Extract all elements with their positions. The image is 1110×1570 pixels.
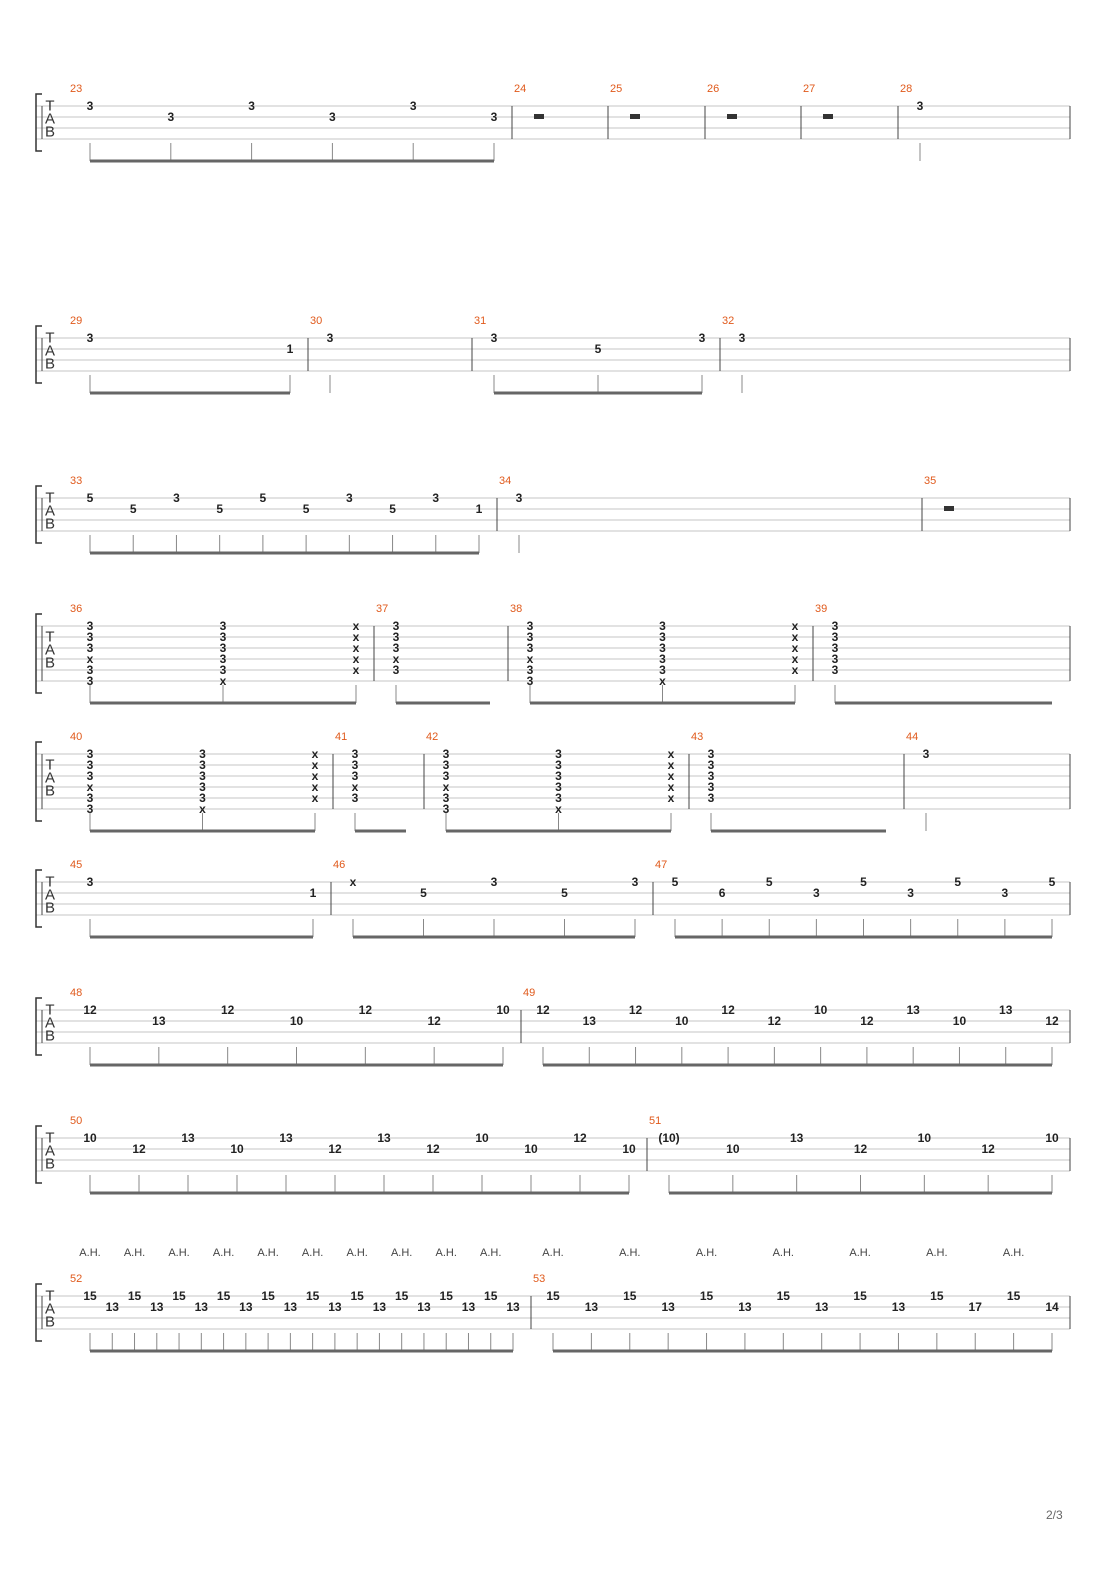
fret-number: 3 xyxy=(219,630,227,644)
fret-number: 10 xyxy=(726,1142,740,1156)
fret-number: 3 xyxy=(442,791,450,805)
fret-number: 12 xyxy=(981,1142,995,1156)
tab-clef-letter: B xyxy=(44,515,56,533)
fret-number: x xyxy=(791,652,799,666)
fret-number: 13 xyxy=(417,1300,431,1314)
fret-number: x xyxy=(352,619,360,633)
harmonic-label: A.H. xyxy=(79,1247,101,1259)
fret-number: x xyxy=(86,652,94,666)
fret-number: 3 xyxy=(86,791,94,805)
fret-number: 5 xyxy=(671,875,679,889)
measure-number: 53 xyxy=(533,1273,546,1285)
fret-number: 13 xyxy=(891,1300,906,1314)
fret-number: 13 xyxy=(105,1300,119,1314)
fret-number: 10 xyxy=(475,1131,489,1145)
fret-number: 3 xyxy=(351,747,359,761)
system-bracket xyxy=(36,1284,42,1341)
harmonic-label: A.H. xyxy=(480,1247,502,1259)
tab-clef-letter: A xyxy=(44,886,56,904)
fret-number: 10 xyxy=(952,1014,967,1028)
measure-number: 32 xyxy=(722,315,735,327)
fret-number: x xyxy=(311,780,319,794)
tab-clef-letter: T xyxy=(45,628,55,646)
tab-clef-letter: B xyxy=(44,1027,56,1045)
fret-number: 3 xyxy=(219,663,227,677)
fret-number: 3 xyxy=(526,663,534,677)
measure-number: 43 xyxy=(691,731,704,743)
fret-number: 3 xyxy=(409,99,417,113)
tab-clef-letter: A xyxy=(44,769,56,787)
measure-number: 50 xyxy=(70,1115,83,1127)
fret-number: 3 xyxy=(351,769,359,783)
fret-number: 3 xyxy=(922,747,930,761)
fret-number: 13 xyxy=(738,1300,752,1314)
fret-number: 12 xyxy=(220,1003,235,1017)
fret-number: 3 xyxy=(1001,886,1009,900)
tab-clef-letter: B xyxy=(44,1313,56,1331)
harmonic-label: A.H. xyxy=(257,1247,279,1259)
fret-number: 3 xyxy=(86,641,94,655)
fret-number: 13 xyxy=(152,1014,166,1028)
fret-number: 3 xyxy=(167,110,175,124)
fret-number: 5 xyxy=(216,502,224,516)
fret-number: 1 xyxy=(309,886,317,900)
fret-number: 15 xyxy=(127,1289,142,1303)
system-bracket xyxy=(36,486,42,543)
measure-number: 48 xyxy=(70,987,83,999)
fret-number: 3 xyxy=(490,110,498,124)
fret-number: 15 xyxy=(484,1289,498,1303)
fret-number: 13 xyxy=(906,1003,920,1017)
fret-number: 3 xyxy=(219,652,227,666)
fret-number: x xyxy=(526,652,534,666)
measure-number: 30 xyxy=(310,315,323,327)
fret-number: 15 xyxy=(699,1289,714,1303)
harmonic-label: A.H. xyxy=(619,1247,641,1259)
fret-number: 5 xyxy=(860,875,867,889)
harmonic-label: A.H. xyxy=(1002,1247,1025,1259)
fret-number: 15 xyxy=(350,1289,364,1303)
measure-number: 27 xyxy=(803,83,816,95)
fret-number: 3 xyxy=(442,802,450,816)
fret-number: 13 xyxy=(789,1131,804,1145)
system-bracket xyxy=(36,1126,42,1183)
fret-number: 3 xyxy=(831,630,839,644)
fret-number: 5 xyxy=(765,875,773,889)
fret-number: 13 xyxy=(283,1300,298,1314)
fret-number: 13 xyxy=(181,1131,195,1145)
fret-number: 3 xyxy=(813,886,820,900)
fret-number: 3 xyxy=(442,758,450,772)
fret-number: 13 xyxy=(239,1300,253,1314)
fret-number: 10 xyxy=(1045,1131,1059,1145)
fret-number: x xyxy=(667,780,675,794)
fret-number: 3 xyxy=(555,791,562,805)
fret-number: 5 xyxy=(389,502,396,516)
fret-number: 3 xyxy=(86,769,94,783)
fret-number: 14 xyxy=(1045,1300,1059,1314)
fret-number: 13 xyxy=(999,1003,1013,1017)
fret-number: 3 xyxy=(392,630,400,644)
fret-number: x xyxy=(392,652,400,666)
fret-number: 1 xyxy=(286,342,294,356)
fret-number: 3 xyxy=(659,641,666,655)
harmonic-label: A.H. xyxy=(695,1247,718,1259)
fret-number: 3 xyxy=(199,747,206,761)
fret-number: 3 xyxy=(555,769,562,783)
fret-number: 3 xyxy=(86,674,94,688)
whole-rest xyxy=(630,114,640,119)
fret-number: 5 xyxy=(259,491,267,505)
harmonic-label: A.H. xyxy=(390,1247,413,1259)
fret-number: 3 xyxy=(526,619,534,633)
measure-number: 42 xyxy=(426,731,439,743)
fret-number: 5 xyxy=(561,886,568,900)
fret-number: 3 xyxy=(707,758,715,772)
fret-number: 3 xyxy=(526,630,534,644)
fret-number: 3 xyxy=(351,791,359,805)
fret-number: x xyxy=(667,758,675,772)
fret-number: 3 xyxy=(392,619,400,633)
fret-number: x xyxy=(667,747,675,761)
fret-number: 12 xyxy=(860,1014,874,1028)
fret-number: 12 xyxy=(358,1003,373,1017)
fret-number: 15 xyxy=(216,1289,231,1303)
fret-number: 3 xyxy=(86,747,94,761)
fret-number: 3 xyxy=(659,630,666,644)
fret-number: 3 xyxy=(219,641,227,655)
measure-number: 47 xyxy=(655,859,668,871)
tab-clef-letter: T xyxy=(45,329,55,347)
fret-number: 6 xyxy=(718,886,726,900)
whole-rest xyxy=(727,114,737,119)
fret-number: 10 xyxy=(813,1003,828,1017)
fret-number: 12 xyxy=(427,1014,441,1028)
fret-number: 3 xyxy=(555,780,562,794)
fret-number: 3 xyxy=(707,769,715,783)
fret-number: 3 xyxy=(326,331,334,345)
fret-number: x xyxy=(352,663,360,677)
fret-number: 10 xyxy=(289,1014,304,1028)
harmonic-label: A.H. xyxy=(926,1247,948,1259)
measure-number: 35 xyxy=(924,475,937,487)
tab-clef-letter: A xyxy=(44,502,56,520)
fret-number: 5 xyxy=(420,886,427,900)
tab-clef-letter: A xyxy=(44,1014,56,1032)
fret-number: 3 xyxy=(526,674,534,688)
fret-number: 15 xyxy=(1006,1289,1021,1303)
tab-clef-letter: B xyxy=(44,782,56,800)
fret-number: 3 xyxy=(831,663,839,677)
fret-number: 3 xyxy=(329,110,336,124)
fret-number: 5 xyxy=(302,502,310,516)
tab-clef-letter: T xyxy=(45,873,55,891)
fret-number: x xyxy=(349,875,357,889)
fret-number: 15 xyxy=(853,1289,867,1303)
measure-number: 45 xyxy=(70,859,83,871)
fret-number: 3 xyxy=(199,758,206,772)
fret-number: 12 xyxy=(721,1003,735,1017)
fret-number: 3 xyxy=(442,747,450,761)
measure-number: 40 xyxy=(70,731,83,743)
tab-clef-letter: A xyxy=(44,1300,56,1318)
fret-number: 15 xyxy=(395,1289,409,1303)
fret-number: 12 xyxy=(1045,1014,1059,1028)
fret-number: 12 xyxy=(767,1014,782,1028)
harmonic-label: A.H. xyxy=(301,1247,324,1259)
tab-clef-letter: T xyxy=(45,756,55,774)
fret-number: 12 xyxy=(83,1003,97,1017)
fret-number: 3 xyxy=(707,791,715,805)
fret-number: 3 xyxy=(392,641,400,655)
fret-number: 3 xyxy=(86,875,94,889)
measure-number: 25 xyxy=(610,83,623,95)
measure-number: 31 xyxy=(474,315,487,327)
fret-number: 12 xyxy=(132,1142,146,1156)
system-bracket xyxy=(36,326,42,383)
fret-number: x xyxy=(791,619,799,633)
fret-number: 10 xyxy=(675,1014,689,1028)
harmonic-label: A.H. xyxy=(772,1247,795,1259)
measure-number: 51 xyxy=(649,1115,662,1127)
fret-number: x xyxy=(311,791,319,805)
fret-number: 1 xyxy=(475,502,483,516)
whole-rest xyxy=(823,114,833,119)
measure-number: 37 xyxy=(376,603,389,615)
fret-number: 3 xyxy=(831,641,839,655)
fret-number: 3 xyxy=(199,791,206,805)
measure-number: 46 xyxy=(333,859,346,871)
fret-number: x xyxy=(555,802,562,816)
fret-number: x xyxy=(667,791,675,805)
harmonic-label: A.H. xyxy=(346,1247,368,1259)
fret-number: 10 xyxy=(917,1131,932,1145)
fret-number: 5 xyxy=(594,342,602,356)
tab-clef-letter: T xyxy=(45,1001,55,1019)
harmonic-label: A.H. xyxy=(212,1247,235,1259)
tab-clef-letter: A xyxy=(44,342,56,360)
tab-clef-letter: B xyxy=(44,654,56,672)
fret-number: 3 xyxy=(345,491,353,505)
fret-number: 3 xyxy=(831,652,839,666)
measure-number: 39 xyxy=(815,603,828,615)
tab-clef-letter: A xyxy=(44,641,56,659)
measure-number: 33 xyxy=(70,475,83,487)
fret-number: 3 xyxy=(659,652,666,666)
tab-clef-letter: T xyxy=(45,97,55,115)
tab-clef-letter: A xyxy=(44,1142,56,1160)
fret-number: 3 xyxy=(86,619,94,633)
fret-number: 12 xyxy=(328,1142,342,1156)
fret-number: 13 xyxy=(815,1300,829,1314)
fret-number: 3 xyxy=(707,747,715,761)
fret-number: (10) xyxy=(658,1131,680,1145)
fret-number: 3 xyxy=(659,619,666,633)
fret-number: 13 xyxy=(372,1300,387,1314)
fret-number: x xyxy=(311,747,319,761)
fret-number: 3 xyxy=(86,758,94,772)
fret-number: x xyxy=(791,630,799,644)
fret-number: x xyxy=(791,663,799,677)
harmonic-label: A.H. xyxy=(849,1247,871,1259)
fret-number: 15 xyxy=(623,1289,637,1303)
fret-number: 3 xyxy=(631,875,639,889)
fret-number: x xyxy=(352,630,360,644)
fret-number: 13 xyxy=(584,1300,599,1314)
tab-clef-letter: T xyxy=(45,489,55,507)
tab-clef-letter: A xyxy=(44,110,56,128)
fret-number: 3 xyxy=(907,886,914,900)
fret-number: x xyxy=(199,802,206,816)
fret-number: 13 xyxy=(461,1300,476,1314)
measure-number: 36 xyxy=(70,603,83,615)
fret-number: 3 xyxy=(707,780,715,794)
fret-number: 3 xyxy=(86,663,94,677)
fret-number: 15 xyxy=(439,1289,453,1303)
harmonic-label: A.H. xyxy=(542,1247,564,1259)
fret-number: 5 xyxy=(86,491,94,505)
fret-number: 3 xyxy=(199,769,206,783)
measure-number: 49 xyxy=(523,987,536,999)
whole-rest xyxy=(534,114,544,119)
fret-number: 3 xyxy=(490,875,498,889)
measure-number: 23 xyxy=(70,83,83,95)
fret-number: x xyxy=(311,758,319,772)
fret-number: 3 xyxy=(432,491,440,505)
fret-number: 3 xyxy=(698,331,706,345)
tab-clef-letter: T xyxy=(45,1287,55,1305)
fret-number: x xyxy=(351,780,359,794)
measure-number: 29 xyxy=(70,315,83,327)
fret-number: 17 xyxy=(968,1300,982,1314)
fret-number: x xyxy=(791,641,799,655)
fret-number: x xyxy=(86,780,94,794)
measure-number: 41 xyxy=(335,731,348,743)
fret-number: 3 xyxy=(831,619,839,633)
fret-number: 5 xyxy=(129,502,137,516)
fret-number: 13 xyxy=(506,1300,520,1314)
fret-number: x xyxy=(442,780,450,794)
fret-number: 15 xyxy=(83,1289,97,1303)
fret-number: x xyxy=(352,641,360,655)
fret-number: 13 xyxy=(194,1300,208,1314)
measure-number: 28 xyxy=(900,83,913,95)
fret-number: 13 xyxy=(582,1014,596,1028)
fret-number: 3 xyxy=(738,331,746,345)
measure-number: 44 xyxy=(906,731,919,743)
page-number: 2/3 xyxy=(1046,1508,1063,1522)
fret-number: 3 xyxy=(219,619,227,633)
measure-number: 34 xyxy=(499,475,512,487)
fret-number: 12 xyxy=(628,1003,643,1017)
tab-clef-letter: B xyxy=(44,1155,56,1173)
fret-number: 3 xyxy=(442,769,450,783)
fret-number: 5 xyxy=(954,875,962,889)
fret-number: 3 xyxy=(555,758,562,772)
fret-number: 13 xyxy=(377,1131,391,1145)
measure-number: 24 xyxy=(514,83,527,95)
fret-number: 10 xyxy=(230,1142,244,1156)
fret-number: 12 xyxy=(573,1131,587,1145)
fret-number: 3 xyxy=(555,747,562,761)
fret-number: 10 xyxy=(622,1142,636,1156)
fret-number: 12 xyxy=(853,1142,868,1156)
system-bracket xyxy=(36,998,42,1055)
fret-number: x xyxy=(352,652,360,666)
tab-clef-letter: B xyxy=(44,899,56,917)
measure-number: 38 xyxy=(510,603,523,615)
fret-number: 13 xyxy=(150,1300,164,1314)
fret-number: x xyxy=(219,674,227,688)
harmonic-label: A.H. xyxy=(168,1247,190,1259)
fret-number: 3 xyxy=(86,99,94,113)
tab-clef-letter: B xyxy=(44,123,56,141)
fret-number: 15 xyxy=(776,1289,790,1303)
measure-number: 26 xyxy=(707,83,720,95)
fret-number: 12 xyxy=(426,1142,440,1156)
fret-number: 15 xyxy=(172,1289,186,1303)
fret-number: 10 xyxy=(524,1142,538,1156)
fret-number: 13 xyxy=(661,1300,675,1314)
system-bracket xyxy=(36,94,42,151)
system-bracket xyxy=(36,870,42,927)
fret-number: x xyxy=(311,769,319,783)
fret-number: 15 xyxy=(546,1289,560,1303)
fret-number: 3 xyxy=(173,491,180,505)
fret-number: 15 xyxy=(930,1289,944,1303)
fret-number: x xyxy=(659,674,666,688)
fret-number: 3 xyxy=(916,99,924,113)
fret-number: 12 xyxy=(536,1003,550,1017)
fret-number: 3 xyxy=(86,630,94,644)
fret-number: 3 xyxy=(199,780,206,794)
fret-number: 13 xyxy=(328,1300,342,1314)
fret-number: 3 xyxy=(86,802,94,816)
fret-number: 5 xyxy=(1048,875,1056,889)
fret-number: 3 xyxy=(392,663,400,677)
fret-number: 3 xyxy=(351,758,359,772)
fret-number: 15 xyxy=(305,1289,320,1303)
fret-number: 15 xyxy=(261,1289,275,1303)
tab-clef-letter: T xyxy=(45,1129,55,1147)
fret-number: 3 xyxy=(490,331,498,345)
fret-number: 10 xyxy=(83,1131,97,1145)
fret-number: 13 xyxy=(279,1131,293,1145)
tab-clef-letter: B xyxy=(44,355,56,373)
fret-number: 3 xyxy=(86,331,94,345)
fret-number: 3 xyxy=(248,99,255,113)
whole-rest xyxy=(944,506,954,511)
fret-number: 3 xyxy=(526,641,534,655)
measure-number: 52 xyxy=(70,1273,83,1285)
fret-number: x xyxy=(667,769,675,783)
harmonic-label: A.H. xyxy=(123,1247,146,1259)
fret-number: 3 xyxy=(659,663,666,677)
fret-number: 3 xyxy=(515,491,523,505)
harmonic-label: A.H. xyxy=(435,1247,457,1259)
fret-number: 10 xyxy=(496,1003,510,1017)
